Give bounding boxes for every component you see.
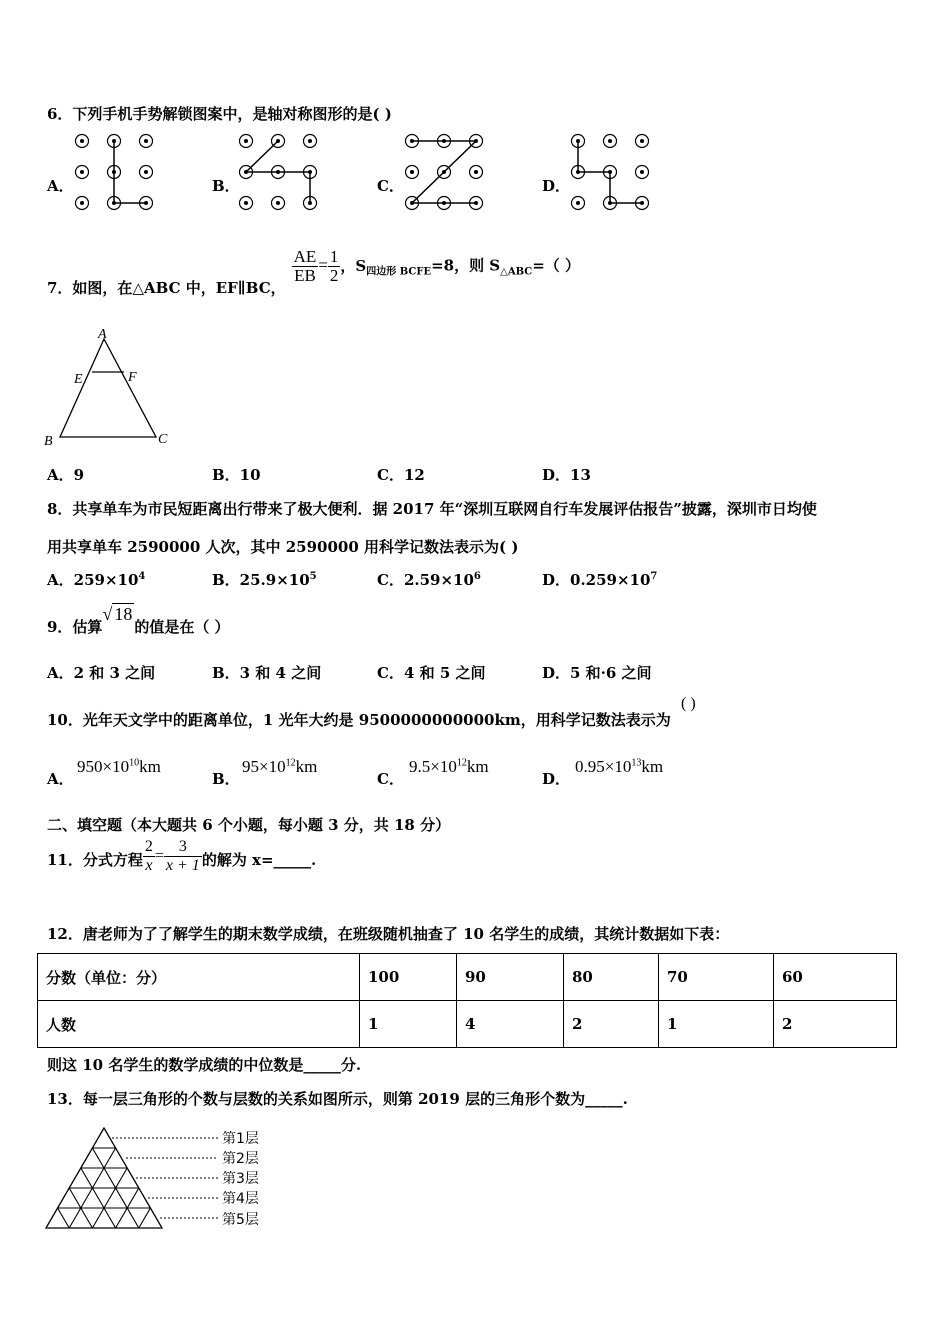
table-row bbox=[38, 954, 897, 1001]
table-row bbox=[38, 1001, 897, 1048]
score-table bbox=[37, 953, 897, 1048]
layer-2-label: 第2层 bbox=[222, 1151, 259, 1167]
table-cell: 人数 bbox=[38, 1001, 360, 1048]
pattern-a bbox=[76, 135, 153, 210]
q8-option-d: D．$0.259\times 10^7$ bbox=[542, 571, 658, 589]
q6-option-d: D． bbox=[542, 177, 571, 195]
q10-option-a: A． bbox=[47, 770, 74, 788]
q6-unlock-patterns bbox=[0, 125, 700, 220]
point-e-label: E bbox=[74, 372, 83, 387]
vertex-b-label: B bbox=[44, 434, 53, 449]
q10-option-d: D． bbox=[542, 770, 571, 788]
table-cell: 2 bbox=[564, 1001, 659, 1048]
table-cell: 2 bbox=[774, 1001, 897, 1048]
q7-option-b: B．10 bbox=[212, 466, 261, 484]
q10-option-c-expr: $9.5\times 10^{12}km$ bbox=[409, 757, 489, 776]
q8-line2: 用共享单车 2590000 人次，其中 2590000 用科学记数法表示为( ) bbox=[47, 538, 519, 556]
q10-option-c: C． bbox=[377, 770, 404, 788]
q6-stem: 6．下列手机手势解锁图案中，是轴对称图形的是( ) bbox=[47, 105, 392, 123]
table-cell: 60 bbox=[774, 954, 897, 1001]
q9-option-c: C．4 和 5 之间 bbox=[377, 664, 486, 682]
q7-option-a: A．9 bbox=[47, 466, 85, 484]
layer-5-label: 第5层 bbox=[222, 1212, 259, 1228]
section-2-heading: 二、填空题（本大题共 6 个小题，每小题 3 分，共 18 分） bbox=[47, 816, 451, 834]
q13-triangle-layers-figure bbox=[40, 1120, 280, 1235]
q10-option-d-expr: $0.95\times 10^{13}km$ bbox=[575, 757, 664, 776]
layer-4-label: 第4层 bbox=[222, 1191, 259, 1207]
q11-stem: 11．分式方程 $\frac{2}{x}$ = $\frac{3}{x + 1}$ 的解为 x=_____. bbox=[47, 838, 317, 874]
q10-paren: ( ) bbox=[681, 695, 696, 712]
pattern-b bbox=[240, 135, 317, 210]
table-cell: 80 bbox=[564, 954, 659, 1001]
q9-option-a: A．2 和 3 之间 bbox=[47, 664, 156, 682]
table-cell: 分数（单位：分） bbox=[38, 954, 360, 1001]
pattern-d bbox=[572, 135, 649, 210]
q9-option-d: D．5 和·6 之间 bbox=[542, 664, 652, 682]
q12-stem: 12．唐老师为了了解学生的期末数学成绩，在班级随机抽查了 10 名学生的成绩，其统计数据如下表： bbox=[47, 925, 730, 943]
vertex-c-label: C bbox=[158, 432, 168, 447]
pattern-c bbox=[406, 135, 483, 210]
q9-option-b: B．3 和 4 之间 bbox=[212, 664, 322, 682]
q13-stem: 13．每一层三角形的个数与层数的关系如图所示，则第 2019 层的三角形个数为_____. bbox=[47, 1090, 628, 1108]
q7-triangle-figure bbox=[40, 325, 180, 450]
q8-option-a: A．$259\times 10^4$ bbox=[47, 571, 146, 589]
q10-option-b: B． bbox=[212, 770, 240, 788]
q9-stem: 9．估算√ 18的值是在（ ） bbox=[47, 604, 230, 636]
q6-option-c: C． bbox=[377, 177, 404, 195]
q10-stem: 10．光年天文学中的距离单位，1 光年大约是 9500000000000km，用科学记数法表示为 bbox=[47, 711, 671, 729]
point-f-label: F bbox=[128, 370, 137, 385]
layer-1-label: 第1层 bbox=[222, 1131, 259, 1147]
table-cell: 90 bbox=[457, 954, 564, 1001]
q6-option-a: A． bbox=[47, 177, 74, 195]
q9-radicand: 18 bbox=[114, 604, 133, 624]
table-cell: 70 bbox=[659, 954, 774, 1001]
table-cell: 1 bbox=[659, 1001, 774, 1048]
layer-3-label: 第3层 bbox=[222, 1171, 259, 1187]
q12-after: 则这 10 名学生的数学成绩的中位数是_____分. bbox=[47, 1056, 362, 1074]
q6-option-b: B． bbox=[212, 177, 240, 195]
q8-option-b: B．$25.9\times 10^5$ bbox=[212, 571, 317, 589]
q10-option-a-expr: $950\times 10^{10}km$ bbox=[77, 757, 161, 776]
table-cell: 4 bbox=[457, 1001, 564, 1048]
q8-option-c: C．$2.59\times 10^6$ bbox=[377, 571, 481, 589]
table-cell: 100 bbox=[360, 954, 457, 1001]
q7-option-c: C．12 bbox=[377, 466, 425, 484]
q10-option-b-expr: $95\times 10^{12}km$ bbox=[242, 757, 318, 776]
q7-stem: 7．如图，在△ABC 中，EF∥BC， $\frac{AE}{EB}$ = $\frac{1}{2}$ ，$S_{四边形 BCFE}=8$，则 $S_{\triangle ABC}=$（ ） bbox=[47, 247, 580, 297]
q7-option-d: D．13 bbox=[542, 466, 591, 484]
vertex-a-label: A bbox=[98, 327, 107, 342]
table-cell: 1 bbox=[360, 1001, 457, 1048]
q8-line1: 8．共享单车为市民短距离出行带来了极大便利．据 2017 年“深圳互联网自行车发展评估报告”披露，深圳市日均使 bbox=[47, 500, 817, 518]
